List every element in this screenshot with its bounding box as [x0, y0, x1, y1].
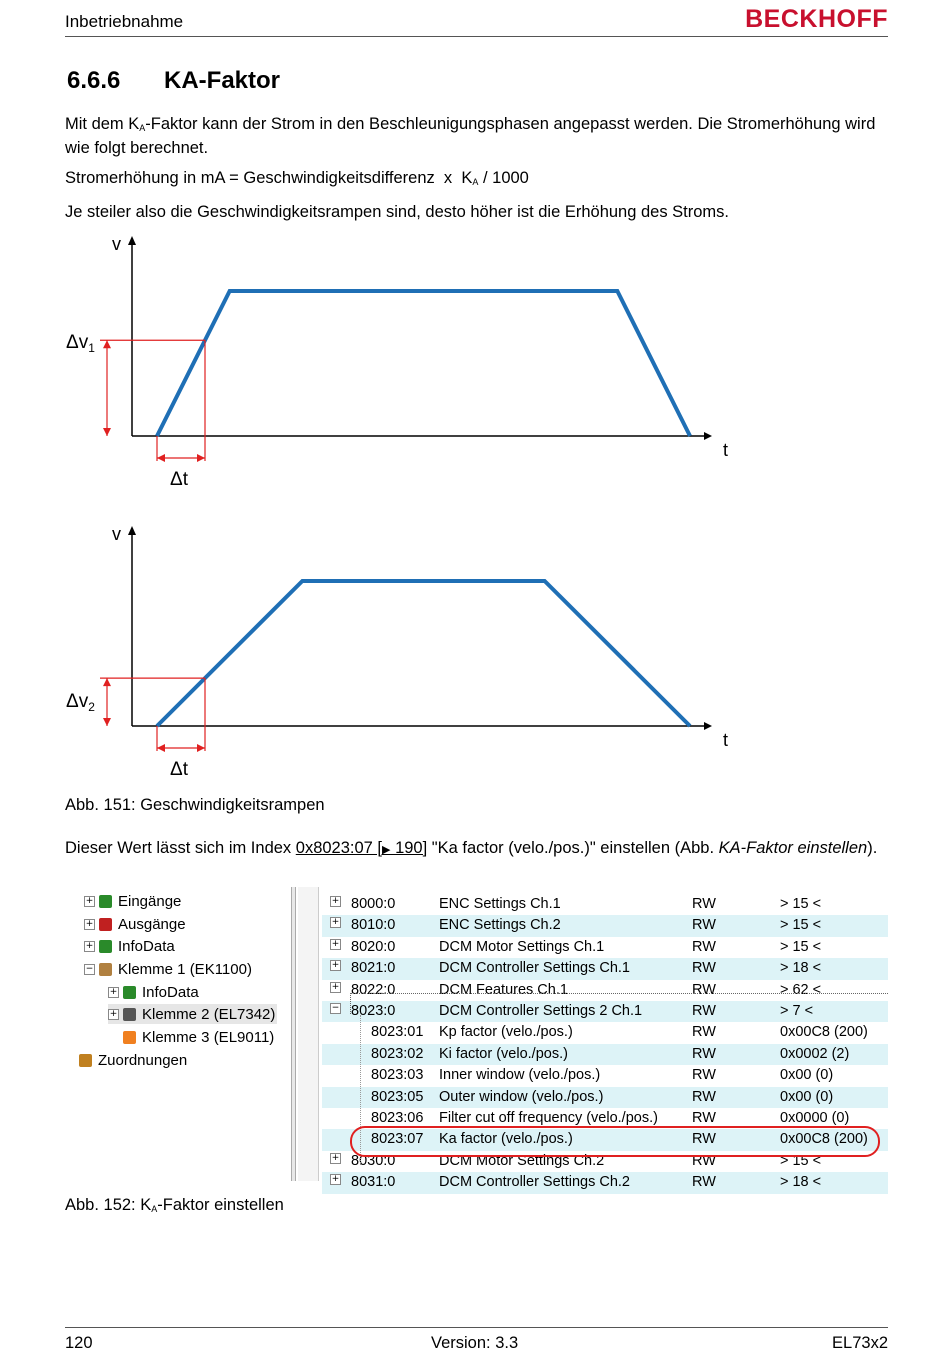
selection-outline-left	[350, 993, 352, 1014]
delta-t-arrowhead-left	[157, 454, 165, 462]
cell-index: 8023:01	[371, 1024, 424, 1041]
running-header: Inbetriebnahme	[65, 12, 184, 31]
expander-icon[interactable]: +	[85, 940, 94, 951]
cell-value: > 15 <	[780, 917, 822, 934]
delta-v-subscript: 1	[88, 341, 95, 356]
cell-index: 8023:03	[371, 1067, 424, 1084]
table-row[interactable]	[322, 1065, 888, 1086]
cell-value: > 7 <	[780, 1003, 814, 1019]
cell-value: > 15 <	[780, 938, 822, 955]
expander-icon[interactable]: −	[85, 963, 94, 974]
row-expander-icon[interactable]: +	[331, 896, 340, 906]
cell-flags: RW	[692, 981, 716, 998]
coupler-icon	[99, 963, 112, 976]
cell-flags: RW	[692, 1131, 716, 1148]
delta-v-label: $\Delta v_2$	[66, 691, 95, 715]
cell-flags: RW	[692, 1067, 716, 1084]
table-row[interactable]	[322, 1044, 888, 1065]
link-arrow-icon: ▶	[382, 844, 391, 856]
table-row[interactable]	[322, 915, 888, 936]
cell-name: DCM Controller Settings 2 Ch.1	[439, 1003, 643, 1019]
tree-panel	[62, 887, 290, 1181]
delta-v-arrowhead-bottom	[103, 428, 111, 436]
page-number: 120	[65, 1334, 93, 1352]
table-row[interactable]	[322, 1087, 888, 1108]
x-axis-arrow	[704, 432, 712, 440]
delta-v-label: $\Delta v_1$	[66, 332, 95, 356]
tree-item[interactable]	[84, 914, 186, 934]
highlight-ellipse	[345, 1122, 885, 1162]
row-expander-icon[interactable]: +	[331, 981, 340, 992]
y-axis-label: v	[112, 234, 121, 254]
cell-name: DCM Controller Settings Ch.2	[439, 1174, 630, 1191]
expander-icon[interactable]: +	[109, 1008, 118, 1019]
cell-name: Ki factor (velo./pos.)	[439, 1045, 568, 1062]
paragraph-intro: Mit dem $K_A$-Faktor kann der Strom in den Beschleunigungsphasen angepasst werden. Die Stromerhöhung wird wie folgt berechnet.	[65, 115, 876, 157]
delta-v-subscript: 2	[88, 700, 95, 715]
cell-flags: RW	[692, 1110, 716, 1126]
tree-item[interactable]	[64, 1050, 187, 1070]
cell-flags: RW	[692, 1003, 716, 1019]
tree-item[interactable]	[108, 982, 199, 1002]
cell-index: 8023:0	[351, 1003, 396, 1019]
inputs-icon	[99, 895, 112, 908]
tree-item-label: Zuordnungen	[98, 1051, 188, 1069]
delta-v-arrowhead-bottom	[103, 718, 111, 726]
table-row[interactable]	[322, 937, 888, 958]
cell-value: > 18 <	[780, 960, 822, 977]
cell-name: ENC Settings Ch.2	[439, 917, 561, 934]
endcap-icon	[123, 1031, 136, 1044]
cell-flags: RW	[692, 1088, 716, 1105]
cell-flags: RW	[692, 896, 716, 912]
table-row[interactable]	[322, 1022, 888, 1043]
tree-item-label: Klemme 1 (EK1100)	[118, 960, 252, 978]
x-axis-label: t	[723, 730, 729, 750]
brand-logo: BECKHOFF	[745, 5, 888, 33]
cell-index: 8020:0	[351, 938, 396, 955]
cell-name: DCM Motor Settings Ch.1	[439, 938, 605, 955]
section-number: 6.6.6	[67, 67, 121, 94]
cell-index: 8010:0	[351, 917, 396, 934]
tree-item-label: Ausgänge	[118, 915, 186, 933]
x-axis-arrow	[704, 722, 712, 730]
cell-index: 8030:0	[351, 1152, 396, 1169]
velocity-ramp-chart-1	[60, 230, 760, 500]
figure-caption-152: Abb. 152: $K_A$-Faktor einstellen	[65, 1196, 284, 1214]
tree-item-label: InfoData	[118, 937, 175, 955]
table-row[interactable]	[322, 1172, 888, 1193]
index-link[interactable]: 0x8023:07 [▶ 190]	[295, 839, 428, 857]
tree-item-label: Eingänge	[118, 892, 182, 910]
expander-icon[interactable]: +	[85, 918, 94, 929]
cell-flags: RW	[692, 1174, 716, 1191]
cell-name: Ka factor (velo./pos.)	[439, 1131, 573, 1148]
row-expander-icon[interactable]: +	[331, 960, 340, 971]
cell-value: 0x00 (0)	[780, 1088, 834, 1105]
delta-t-label: Δt	[170, 469, 188, 490]
expander-icon[interactable]: +	[109, 986, 118, 997]
infodata-icon	[123, 986, 136, 999]
tree-item-label: Klemme 3 (EL9011)	[142, 1028, 275, 1046]
cell-flags: RW	[692, 1024, 716, 1041]
panel-gutter	[298, 887, 319, 1181]
cell-name: ENC Settings Ch.1	[439, 896, 561, 912]
cell-index: 8023:05	[371, 1088, 424, 1105]
panel-splitter[interactable]	[291, 887, 296, 1181]
cell-value: 0x00C8 (200)	[780, 1131, 868, 1148]
cell-name: Inner window (velo./pos.)	[439, 1067, 601, 1084]
expander-icon[interactable]: +	[85, 895, 94, 906]
row-expander-icon[interactable]: −	[331, 1003, 340, 1013]
row-expander-icon[interactable]: +	[331, 938, 340, 949]
row-expander-icon[interactable]: +	[331, 917, 340, 928]
version-label: Version: 3.3	[431, 1334, 519, 1352]
table-row[interactable]	[322, 980, 888, 1001]
cell-value: 0x00C8 (200)	[780, 1024, 868, 1041]
cell-index: 8022:0	[351, 981, 396, 998]
cell-name: DCM Features Ch.1	[439, 981, 568, 998]
cell-index: 8000:0	[351, 896, 396, 912]
cell-value: 0x0000 (0)	[780, 1110, 850, 1126]
tree-item[interactable]	[84, 959, 252, 979]
footer-rule	[65, 1327, 888, 1328]
row-expander-icon[interactable]: +	[331, 1174, 340, 1185]
tree-item[interactable]	[108, 1027, 274, 1047]
cell-value: > 62 <	[780, 981, 822, 998]
delta-t-arrowhead-right	[197, 744, 205, 752]
y-axis-label: v	[112, 524, 121, 544]
delta-t-arrowhead-right	[197, 454, 205, 462]
y-axis-arrow	[128, 526, 136, 535]
cell-index: 8023:06	[371, 1110, 424, 1126]
cell-name: DCM Controller Settings Ch.1	[439, 960, 630, 977]
cell-flags: RW	[692, 917, 716, 934]
cell-index: 8023:02	[371, 1045, 424, 1062]
paragraph-formula: Stromerhöhung in mA = Geschwindigkeitsdifferenz x $K_A / 1000$	[65, 169, 529, 187]
cell-value: 0x0002 (2)	[780, 1045, 850, 1062]
table-row[interactable]	[322, 894, 888, 915]
section-title: KA-Faktor	[164, 67, 281, 94]
cell-flags: RW	[692, 938, 716, 955]
tree-item-label: InfoData	[142, 983, 199, 1001]
paragraph-steepness: Je steiler also die Geschwindigkeitsrampen sind, desto höher ist die Erhöhung des Stroms.	[65, 203, 730, 221]
velocity-line	[157, 291, 690, 436]
delta-t-label: Δt	[170, 759, 188, 780]
cell-name: Outer window (velo./pos.)	[439, 1088, 604, 1105]
velocity-line	[157, 581, 690, 726]
delta-v-arrowhead-top	[103, 340, 111, 348]
tree-item-label: Klemme 2 (EL7342)	[142, 1005, 276, 1023]
cell-index: 8021:0	[351, 960, 396, 977]
product-name: EL73x2	[832, 1334, 888, 1352]
delta-v-arrowhead-top	[103, 678, 111, 686]
x-axis-label: t	[723, 440, 729, 460]
paragraph-index-reference: Dieser Wert lässt sich im Index 0x8023:07 [▶ 190] "Ka factor (velo./pos.)" einstellen (Abb. KA-Faktor einstellen).	[65, 839, 878, 857]
table-row[interactable]	[322, 1001, 888, 1022]
tree-item[interactable]	[84, 936, 175, 956]
table-row[interactable]	[322, 958, 888, 979]
cell-value: > 15 <	[780, 896, 822, 912]
delta-t-arrowhead-left	[157, 744, 165, 752]
cell-flags: RW	[692, 960, 716, 977]
y-axis-arrow	[128, 236, 136, 245]
infodata-icon	[99, 940, 112, 953]
cell-index: 8023:07	[371, 1131, 424, 1148]
mapping-icon	[79, 1054, 92, 1067]
row-expander-icon[interactable]: +	[331, 1152, 340, 1163]
outputs-icon	[99, 918, 112, 931]
terminal-icon	[123, 1008, 136, 1021]
cell-value: > 15 <	[780, 1152, 822, 1169]
selection-outline	[350, 993, 888, 995]
cell-flags: RW	[692, 1152, 716, 1169]
cell-name: Kp factor (velo./pos.)	[439, 1024, 573, 1041]
velocity-ramp-chart-2	[60, 520, 760, 790]
cell-name: Filter cut off frequency (velo./pos.)	[439, 1110, 658, 1126]
cell-value: 0x00 (0)	[780, 1067, 834, 1084]
cell-flags: RW	[692, 1045, 716, 1062]
tree-item[interactable]	[84, 891, 181, 911]
tree-item[interactable]	[108, 1004, 277, 1024]
cell-name: DCM Motor Settings Ch.2	[439, 1152, 605, 1169]
figure-caption-151: Abb. 151: Geschwindigkeitsrampen	[65, 796, 325, 814]
header-rule	[65, 36, 888, 37]
cell-index: 8031:0	[351, 1174, 396, 1191]
cell-value: > 18 <	[780, 1174, 822, 1191]
